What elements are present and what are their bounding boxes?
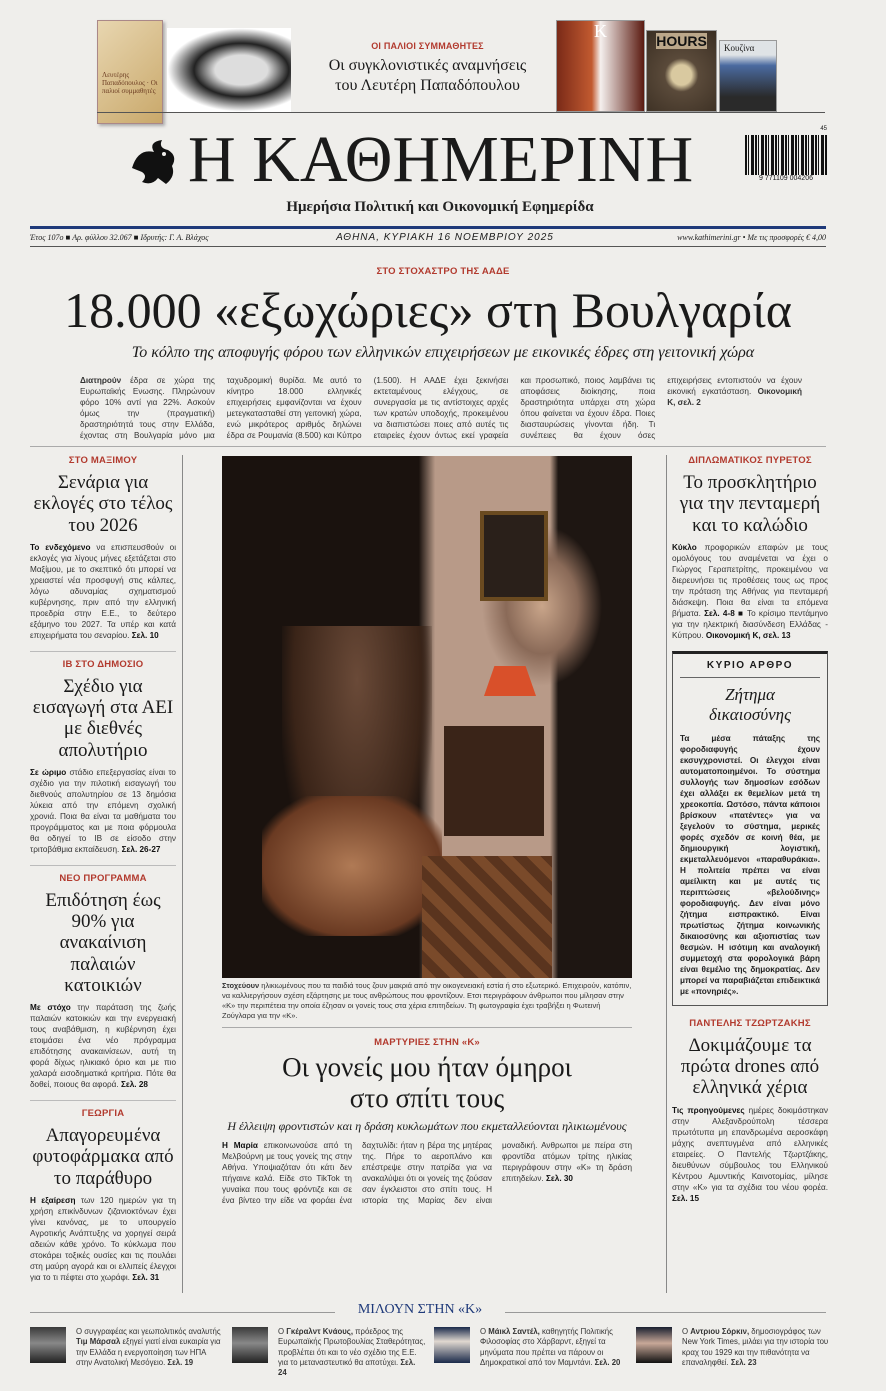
magazine-k-title: K xyxy=(594,21,607,41)
story-page-ref[interactable]: Σελ. 26-27 xyxy=(121,844,161,854)
interviews-row xyxy=(30,1327,830,1378)
lead-page-ref[interactable]: Οικονομική Κ, σελ. 2 xyxy=(667,387,802,407)
story-diplomacy[interactable] xyxy=(672,455,828,641)
interviews-title: ΜΙΛΟΥΝ ΣΤΗΝ «Κ» xyxy=(357,1302,483,1317)
interview-page-ref[interactable]: Σελ. 20 xyxy=(594,1357,621,1367)
story-headline: Δοκιμάζουμε τα πρώτα drones από ελληνικά χέρια xyxy=(680,1034,820,1099)
story-text: των 120 ημερών για τη χρήση επικίνδυνων ζιζανιοκτόνων έχει γίνει κανόνας, με το υπουργείο Αγροτικής Ανάπτυξης να χορηγεί σειρά αδειών κάθε χρόνο. Το κύκλωμα που στοκάρει τοξικές ουσίες και τις πουλάει στη μαύρη αγορά και οι ελλιπείς έλεγχοι για το τι πέφτει στο χωράφι. xyxy=(30,1195,176,1282)
caption-bold: Στοχεύουν xyxy=(222,981,260,990)
interview-item[interactable] xyxy=(636,1327,830,1378)
main-lead xyxy=(80,375,802,441)
interview-text: δημοσιογράφος των New York Times, μιλάει για την ιστορία του κραχ του 1929 και την πιθανότητα να επαναληφθεί. xyxy=(682,1327,829,1367)
photo-caption xyxy=(222,981,632,1021)
interview-item[interactable] xyxy=(232,1327,426,1378)
story-text: να επισπευσθούν οι εκλογές για λίγους μήνες εξετάζεται στο Μαξίμου, με το σκεπτικό ότι μπορεί να χρειαστεί νέα προσφυγή στις κάλπες, λόγω αδυναμίας σχηματισμού κυβέρνησης, πριν από την ελληνική προεδρία στην Ε.Ε., το δεύτερο εξάμηνο του 2027. Τα υπέρ και κατά επιχειρήματα του σεναρίου. xyxy=(30,542,177,640)
floor xyxy=(422,856,552,978)
book-cover[interactable] xyxy=(97,20,163,124)
magazine-k-cover[interactable] xyxy=(556,20,645,112)
editorial-label: ΚΥΡΙΟ ΑΡΘΡΟ xyxy=(680,660,820,678)
story-page-ref-2[interactable]: Οικονομική Κ, σελ. 13 xyxy=(705,630,791,640)
main-headline[interactable]: 18.000 «εξωχώριες» στη Βουλγαρία xyxy=(64,282,792,338)
avatar xyxy=(30,1327,66,1363)
right-column-rule xyxy=(666,455,667,1293)
masthead-rule xyxy=(30,226,826,229)
avatar xyxy=(636,1327,672,1363)
story-ib[interactable] xyxy=(30,651,176,855)
story-headline: Σενάρια για εκλογές στο τέλος του 2026 xyxy=(33,472,173,536)
promo-label: ΟΙ ΠΑΛΙΟΙ ΣΥΜΜΑΘΗΤΕΣ xyxy=(371,41,484,51)
story-bold: Η εξαίρεση xyxy=(30,1195,76,1205)
story-page-ref[interactable]: Σελ. 4-8 ■ xyxy=(704,608,744,618)
barcode xyxy=(745,126,827,187)
interview-item[interactable] xyxy=(30,1327,224,1378)
info-divider xyxy=(30,246,826,247)
picture-frame xyxy=(480,511,548,601)
avatar xyxy=(232,1327,268,1363)
story-kicker: ΔΙΠΛΩΜΑΤΙΚΟΣ ΠΥΡΕΤΟΣ xyxy=(688,455,812,466)
interview-pre: Ο xyxy=(480,1327,489,1336)
story-page-ref[interactable]: Σελ. 31 xyxy=(132,1272,160,1282)
interview-pre: Ο xyxy=(278,1327,287,1336)
center-divider xyxy=(222,1027,632,1028)
center-kicker: ΜΑΡΤΥΡΙΕΣ ΣΤΗΝ «Κ» xyxy=(374,1037,480,1048)
barcode-number: 9 771109 004206 xyxy=(759,175,813,182)
book-title: Λευτέρης Παπαδόπουλος · Οι παλιοί συμμαθητές xyxy=(102,71,158,95)
author-portrait xyxy=(167,28,291,112)
issue-info: Έτος 107ο ■ Αρ. φύλλου 32.067 ■ Ιδρυτής: Γ. Α. Βλάχος xyxy=(30,233,209,242)
story-drones[interactable] xyxy=(672,1018,828,1204)
interview-page-ref[interactable]: Σελ. 19 xyxy=(167,1357,194,1367)
center-bold: Η Μαρία xyxy=(222,1141,258,1150)
interviews-rule-left xyxy=(30,1312,335,1313)
story-text: την παράταση της ζωής παλαιών κατοικιών και την ενεργειακή τους αναβάθμιση, η κυβέρνηση έχει ετοιμάσει ένα νέο πρόγραμμα επιδότησης ανακαινίσεων, αυτή τη φορά δίχως ηλικιακό όριο και με πιο χαλαρά εισοδηματικά κριτήρια. Πότε θα δοθεί, ποιους θα αφορά. xyxy=(30,1003,176,1090)
interview-pre: Ο xyxy=(682,1327,691,1336)
story-elections[interactable] xyxy=(30,455,176,641)
promo-line-2: του Λευτέρη Παπαδόπουλου xyxy=(335,77,520,94)
interviews-section xyxy=(30,1301,830,1381)
promo-divider xyxy=(97,112,825,113)
masthead-title: Η ΚΑΘΗΜΕΡΙΝΗ xyxy=(188,123,694,196)
magazine-kouzina-title: Κουζίνα xyxy=(724,43,755,53)
interview-page-ref[interactable]: Σελ. 24 xyxy=(278,1357,416,1378)
avatar xyxy=(434,1327,470,1363)
story-headline: Επιδότηση έως 90% για ανακαίνιση παλαιών κατοικιών xyxy=(45,889,161,996)
main-kicker: ΣΤΟ ΣΤΟΧΑΣΤΡΟ ΤΗΣ ΑΑΔΕ xyxy=(376,266,510,277)
center-body xyxy=(222,1140,632,1206)
masthead-subtitle: Ημερήσια Πολιτική και Οικονομική Εφημερίδα xyxy=(286,199,594,215)
interview-pre: Ο συγγραφέας και γεωπολιτικός αναλυτής xyxy=(76,1327,221,1336)
nightstand xyxy=(444,726,544,836)
story-kicker: ΙΒ ΣΤΟ ΔΗΜΟΣΙΟ xyxy=(62,658,144,670)
interview-page-ref[interactable]: Σελ. 23 xyxy=(730,1357,757,1367)
interview-text: πρόεδρος της Ευρωπαϊκής Πρωτοβουλίας Σταθερότητας, προβλέπει ότι και το νέο σχέδιο της Ε.Ε. για το μεταναστευτικό θα αποτύχει. xyxy=(278,1327,426,1367)
story-text-2: Το κρίσιμο πεντάμηνο για την ηλεκτρική διασύνδεση Ελλάδας - Κύπρου. xyxy=(672,608,828,640)
story-page-ref[interactable]: Σελ. 10 xyxy=(131,630,159,640)
magazine-hours-cover[interactable] xyxy=(646,30,717,112)
interview-name: Μάικλ Σαντέλ, xyxy=(488,1327,540,1336)
story-kicker: ΓΕΩΡΓΙΑ xyxy=(81,1108,125,1120)
issue-date: ΑΘΗΝΑ, ΚΥΡΙΑΚΗ 16 ΝΟΕΜΒΡΙΟΥ 2025 xyxy=(336,232,554,243)
interview-item[interactable] xyxy=(434,1327,628,1378)
lead-bold: Διατηρούν xyxy=(80,376,122,385)
promo-text[interactable] xyxy=(300,56,555,96)
center-headline[interactable]: Οι γονείς μου ήταν όμηροι στο σπίτι τους xyxy=(282,1052,572,1113)
story-bold: Σε ώριμο xyxy=(30,767,67,777)
story-bold: Κύκλο xyxy=(672,542,697,552)
story-headline: Το προσκλητήριο για την πενταμερή και το καλώδιο xyxy=(679,472,821,536)
story-page-ref[interactable]: Σελ. 28 xyxy=(120,1080,148,1090)
story-kicker: ΠΑΝΤΕΛΗΣ ΤΖΩΡΤΖΑΚΗΣ xyxy=(689,1017,811,1029)
story-text: προφορικών επαφών με τους ομολόγους του αναμένεται να έχει ο Γιώργος Γεραπετρίτης, προκειμένου να διερευνήσει τις προθέσεις τους ως προς την πρόταση της Αθήνας για πενταμερή διάσκεψη. Ποια θα είναι τα επόμενα βήματα. xyxy=(672,542,828,618)
main-photo[interactable] xyxy=(222,456,632,978)
story-text: στάδιο επεξεργασίας είναι το σχέδιο για την πιλοτική εισαγωγή του διεθνούς απολυτηρίου σε 13 δημόσια λύκεια από την επόμενη σχολική χρονιά. Ποια θα είναι τα μαθήματα του προγράμματος και με ποια φόρμουλα θα οδηγεί το ΙΒ σε είσοδο στην τριτοβάθμια εκπαίδευση. xyxy=(30,767,176,854)
story-headline: Απαγορευμένα φυτοφάρμακα από το παράθυρο xyxy=(32,1125,174,1189)
story-pesticides[interactable] xyxy=(30,1100,176,1283)
right-column xyxy=(672,455,828,1204)
center-text: επικοινωνούσε από τη Μελβούρνη με τους γονείς της στην Αθήνα. Υποψιαζόταν ότι κάτι δεν πήγαινε καλά. Είδε στο TikTok τη γυναίκα που τους φρόντιζε και σε ένα βίντεο την είδε να φοράει ένα δαχτυλίδι: ήταν η βέρα της μητέρας της. Πήρε το αεροπλάνο και επέστρεψε στην πατρίδα για να ανακαλύψει ότι οι γονείς της ζούσαν σαν έγκλειστοι στο σπίτι τους. Η ιστορία της Μαρίας δεν είναι μοναδική. Ανθρωποι με πείρα στη φροντίδα ατόμων τρίτης ηλικίας περιγράφουν στην «Κ» τη δράση επιτηδείων. xyxy=(222,1141,632,1205)
interview-name: Αντριου Σόρκιν, xyxy=(690,1327,750,1336)
owl-logo-icon xyxy=(128,138,180,188)
left-column-rule xyxy=(182,455,183,1293)
center-page-ref[interactable]: Σελ. 30 xyxy=(545,1174,573,1183)
lead-divider xyxy=(30,446,826,447)
editorial-title: Ζήτημα δικαιοσύνης xyxy=(709,684,791,724)
story-bold: Με στόχο xyxy=(30,1003,71,1013)
interview-text: καθηγητής Πολιτικής Φιλοσοφίας στο Χάρβαρντ, εξηγεί τα μηνύματα που πρέπει να πάρουν οι Δημοκρατικοί από τον Μαμντάνι. xyxy=(480,1327,613,1367)
promo-line-1: Οι συγκλονιστικές αναμνήσεις xyxy=(328,57,527,74)
story-page-ref[interactable]: Σελ. 15 xyxy=(672,1193,700,1203)
caption-text: ηλικιωμένους που τα παιδιά τους ζουν μακριά από την οικογενειακή εστία ή στο εξωτερικό. Επιχειρούν, κατόπιν, να καλλιεργήσουν σχέση εξάρτησης με τους ανθρώπους που φροντίζουν. Ετσι περιγράφουν άνθρωποι που μίλησαν στην «Κ» την περιπέτεια την οποία έζησαν οι γονείς τους στα χέρια επιτηδείων. Τη φωτογραφία έχει τραβήξει η Φωτεινή Ζούγλαρα για την «Κ». xyxy=(222,981,632,1020)
magazine-hours-title: HOURS xyxy=(656,33,707,49)
story-bold: Τις προηγούμενες xyxy=(672,1105,745,1115)
story-text: ημέρες δοκιμάστηκαν στην Αλεξανδρούπολη τέσσερα πρωτότυπα μη επανδρωμένα αεροσκάφη μάχης ανεπτυγμένα από ελληνικές εταιρείες. Ο Παντελής Τζωρτζάκης, διευθύνων σύμβουλος του Ελληνικού Κέντρου Αμυντικής Καινοτομίας, μίλησε στην «Κ» για τα σχέδια του νέου φορέα. xyxy=(672,1105,828,1192)
main-deck: Το κόλπο της αποφυγής φόρου των ελληνικών επιχειρήσεων με εικονικές έδρες στη γειτονική χώρα xyxy=(131,344,755,361)
interview-name: Τιμ Μάρσαλ xyxy=(76,1337,121,1347)
editorial-box[interactable] xyxy=(672,651,828,1006)
barcode-issue: 45 xyxy=(820,126,827,132)
bed xyxy=(262,796,442,936)
lamp xyxy=(484,666,536,696)
story-kicker: ΝΕΟ ΠΡΟΓΡΑΜΜΑ xyxy=(59,872,147,884)
story-kicker: ΣΤΟ ΜΑΞΙΜΟΥ xyxy=(68,455,138,466)
interview-name: Γκέραλντ Κνάους, xyxy=(286,1327,354,1336)
story-subsidy[interactable] xyxy=(30,865,176,1090)
story-bold: Το ενδεχόμενο xyxy=(30,542,91,552)
interview-text: εξηγεί γιατί είναι ευκαιρία για την Ελλάδα η ενεργοποίηση των ΗΠΑ στην Ανατολική Μεσόγειο. xyxy=(76,1337,221,1367)
editorial-text: Τα μέσα πάταξης της φοροδιαφυγής έχουν εκσυγχρονιστεί. Οι έλεγχοι είναι αυτοματοποιημένοι. Το σύστημα συλλογής των δημοσίων εσόδων έχει αλλάξει εκ θεμελίων μετά τη χρεοκοπία. Ωστόσο, πάντα κάποιοι βρίσκουν «πατέντες» για να ξεγελούν το σύστημα, μερικές φορές σχεδόν σε κοινή θέα, με δημιουργική λογιστική, εκμεταλλευόμενοι «παραθυράκια». Η πολιτεία πρέπει να είναι αμείλικτη και με αυτές τις περιπτώσεις «βελούδινης» φοροδιαφυγής. Δεν είναι μόνο ζήτημα εισπρακτικό. Είναι πρωτίστως ζήτημα κοινωνικής δικαιοσύνης και αξιοπιστίας των θεσμών. Η ισότιμη και αναλογική συμμετοχή στα φορολογικά βάρη είναι θεμέλιο της δημοκρατίας. Δεν μπορεί να παραβιάζεται επιδεικτικά με «πονηριές». xyxy=(680,733,820,996)
center-deck: Η έλλειψη φροντιστών και η δράση κυκλωμάτων που εκμεταλλεύονται ηλικιωμένους xyxy=(227,1119,627,1133)
center-column xyxy=(222,981,632,1206)
magazine-kouzina-cover[interactable] xyxy=(719,40,777,112)
lead-text: έδρα σε χώρα της Ευρωπαϊκής Ενωσης. Πληρώνουν φόρο 10% αντί για 22%. Ασκούν όμως την (πραγματική) δραστηριότητά τους στην Ελλάδα, έχοντας στη Βουλγαρία μόνο μια ταχυδρομική θυρίδα. Με αυτό το κίνητρο 18.000 ελληνικές επιχειρήσεις εμφανίζονται να έχουν μετεγκατασταθεί στη γειτονική χώρα, ενώ μικρότερος αριθμός δηλώνει έδρα σε Ρουμανία (8.500) και Κύπρο (1.500). Η ΑΑΔΕ έχει ξεκινήσει εκτεταμένους ελέγχους, σε συνεργασία με τις αντίστοιχες αρχές των κρατών υποδοχής, προκειμένου να διαπιστώσει ποιες από αυτές τις εταιρείες έχουν όντως εκεί γραφεία και προσωπικό, ποιος λαμβάνει τις αποφάσεις διοίκησης, ποια δραστηριότητα υπάρχει στη χώρα όπου φαίνεται να έχουν έδρα. Ποιες διασταυρώσεις γίνονται ήδη. Τι συνέπειες θα έχουν όσες επιχειρήσεις εντοπιστούν να έχουν εικονική εγκατάσταση. xyxy=(80,376,802,440)
interviews-rule-right xyxy=(505,1312,826,1313)
story-headline: Σχέδιο για εισαγωγή στα ΑΕΙ με διεθνές απολυτήριο xyxy=(32,675,174,761)
left-column xyxy=(30,455,176,1293)
website-price: www.kathimerini.gr • Με τις προσφορές € 4,00 xyxy=(677,233,826,242)
